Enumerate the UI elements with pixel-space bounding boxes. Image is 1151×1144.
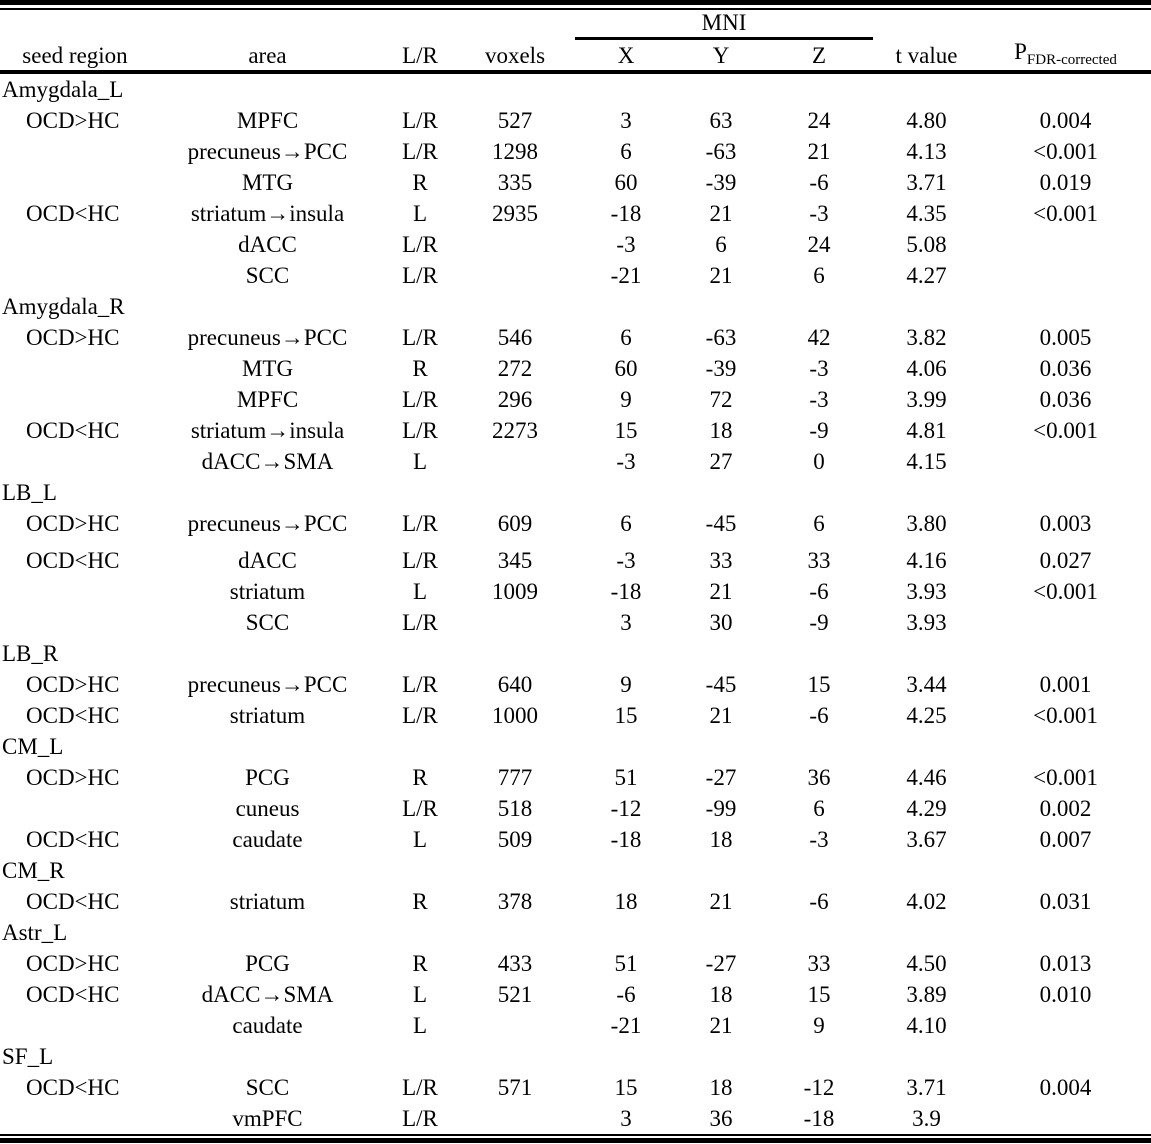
lr-cell: L/R	[402, 610, 438, 635]
area-cell: caudate	[232, 827, 303, 852]
lr-cell: L	[412, 1013, 428, 1038]
table-row	[0, 762, 1151, 793]
t-value-cell: 4.50	[906, 951, 947, 976]
y-cell: 21	[709, 1013, 733, 1038]
area-cell: striatum	[229, 703, 306, 728]
y-cell: 21	[709, 201, 733, 226]
table-row	[0, 700, 1151, 731]
seed-region-row	[0, 1041, 1151, 1072]
y-cell: 18	[709, 418, 733, 443]
voxels-cell: 1000	[492, 703, 538, 728]
voxels-cell: 296	[497, 387, 533, 412]
y-cell: 6	[715, 232, 727, 257]
y-cell: 18	[709, 827, 733, 852]
p-value-cell: 0.031	[1039, 889, 1092, 914]
voxels-cell: 2273	[492, 418, 538, 443]
voxels-cell: 640	[497, 672, 533, 697]
contrast-cell	[0, 607, 150, 638]
contrast-cell	[0, 136, 150, 167]
contrast-cell: OCD>HC	[26, 951, 120, 976]
p-value-cell	[980, 260, 1151, 291]
p-value-cell	[980, 1010, 1151, 1041]
voxels-cell: 2935	[492, 201, 538, 226]
contrast-cell	[0, 1010, 150, 1041]
p-value-cell: <0.001	[1033, 703, 1098, 728]
p-value-cell: 0.001	[1039, 672, 1092, 697]
z-cell: 24	[807, 108, 831, 133]
p-value-cell: <0.001	[1033, 139, 1098, 164]
z-cell: 42	[807, 325, 831, 350]
area-cell: precuneus→PCC	[187, 139, 348, 164]
contrast-cell: OCD<HC	[26, 982, 120, 1007]
x-cell: 15	[614, 703, 638, 728]
contrast-cell: OCD<HC	[26, 1075, 120, 1100]
seed-region-row	[0, 477, 1151, 508]
area-cell: caudate	[232, 1013, 303, 1038]
table-row	[0, 353, 1151, 384]
area-cell: precuneus→PCC	[187, 325, 348, 350]
seed-region-row	[0, 855, 1151, 886]
y-cell: 72	[709, 387, 733, 412]
x-cell: 9	[620, 672, 632, 697]
t-value-cell: 4.46	[906, 765, 947, 790]
mni-row-right-spacer	[873, 10, 1151, 39]
x-cell: -21	[610, 1013, 642, 1038]
t-value-cell: 4.02	[906, 889, 947, 914]
voxels-cell	[455, 607, 575, 638]
z-cell: -6	[809, 703, 829, 728]
table-row	[0, 1103, 1151, 1134]
t-value-cell: 4.81	[906, 418, 947, 443]
table-row	[0, 322, 1151, 353]
z-cell: -6	[809, 889, 829, 914]
p-value-cell: 0.004	[1039, 108, 1092, 133]
z-cell: 6	[813, 796, 825, 821]
column-header-lr: L/R	[385, 39, 455, 73]
column-header-t-value: t value	[873, 39, 980, 73]
voxels-cell: 378	[497, 889, 533, 914]
table-row	[0, 260, 1151, 291]
voxels-cell: 521	[497, 982, 533, 1007]
contrast-cell: OCD<HC	[26, 418, 120, 443]
column-header-z: Z	[765, 39, 873, 73]
contrast-cell	[0, 353, 150, 384]
area-cell: SCC	[245, 1075, 290, 1100]
z-cell: 0	[813, 449, 825, 474]
seed-region-label: CM_L	[2, 734, 64, 759]
x-cell: 3	[620, 1106, 632, 1131]
area-cell: MTG	[241, 356, 294, 381]
table-row	[0, 824, 1151, 855]
z-cell: -3	[809, 827, 829, 852]
p-label-base: P	[1014, 39, 1027, 64]
z-cell: 36	[807, 765, 831, 790]
t-value-cell: 4.25	[906, 703, 947, 728]
contrast-cell: OCD>HC	[26, 325, 120, 350]
seed-region-row	[0, 917, 1151, 948]
contrast-cell	[0, 229, 150, 260]
p-value-cell: 0.036	[1039, 387, 1092, 412]
y-cell: 63	[709, 108, 733, 133]
table-row	[0, 1010, 1151, 1041]
t-value-cell: 3.93	[906, 579, 947, 604]
p-value-cell: 0.027	[1039, 548, 1092, 573]
column-header-area: area	[150, 39, 385, 73]
z-cell: -6	[809, 579, 829, 604]
y-cell: 36	[709, 1106, 733, 1131]
area-cell: SCC	[245, 263, 290, 288]
p-value-cell: 0.002	[1039, 796, 1092, 821]
seed-region-label: SF_L	[2, 1044, 54, 1069]
x-cell: -6	[616, 982, 636, 1007]
y-cell: -27	[705, 951, 737, 976]
y-cell: 18	[709, 1075, 733, 1100]
area-cell: MPFC	[236, 108, 299, 133]
area-cell: PCG	[245, 951, 290, 976]
t-value-cell: 3.71	[906, 170, 947, 195]
lr-cell: L/R	[402, 796, 438, 821]
p-value-cell: 0.019	[1039, 170, 1092, 195]
p-value-cell: 0.036	[1039, 356, 1092, 381]
t-value-cell: 4.13	[906, 139, 947, 164]
x-cell: -3	[616, 232, 636, 257]
x-cell: -18	[610, 827, 642, 852]
z-cell: -3	[809, 387, 829, 412]
x-cell: -3	[616, 449, 636, 474]
table-row	[0, 979, 1151, 1010]
p-value-cell: 0.010	[1039, 982, 1092, 1007]
column-header-p-fdr	[980, 39, 1151, 73]
seed-region-row	[0, 638, 1151, 669]
bottom-rule-thick	[0, 1138, 1151, 1143]
column-header-y: Y	[677, 39, 765, 73]
lr-cell: R	[412, 170, 428, 195]
table-body	[0, 72, 1151, 1134]
x-cell: 6	[620, 139, 632, 164]
seed-region-label: CM_R	[2, 858, 65, 883]
t-value-cell: 4.06	[906, 356, 947, 381]
z-cell: 15	[807, 672, 831, 697]
x-cell: -18	[610, 201, 642, 226]
voxels-cell: 1009	[492, 579, 538, 604]
z-cell: 33	[807, 951, 831, 976]
t-value-cell: 4.35	[906, 201, 947, 226]
voxels-cell	[455, 260, 575, 291]
voxels-cell: 509	[497, 827, 533, 852]
p-value-cell	[980, 446, 1151, 477]
area-cell: SCC	[245, 610, 290, 635]
t-value-cell: 3.93	[906, 610, 947, 635]
contrast-cell	[0, 446, 150, 477]
p-value-cell: <0.001	[1033, 579, 1098, 604]
x-cell: -18	[610, 579, 642, 604]
column-header-voxels: voxels	[455, 39, 575, 73]
lr-cell: L/R	[402, 139, 438, 164]
t-value-cell: 4.10	[906, 1013, 947, 1038]
lr-cell: L/R	[402, 387, 438, 412]
table-row	[0, 508, 1151, 539]
area-cell: dACC	[238, 232, 297, 257]
table-row	[0, 886, 1151, 917]
lr-cell: L/R	[402, 1075, 438, 1100]
t-value-cell: 4.16	[906, 548, 947, 573]
contrast-cell: OCD<HC	[26, 889, 120, 914]
y-cell: 18	[709, 982, 733, 1007]
z-cell: 6	[813, 511, 825, 536]
lr-cell: L	[412, 579, 428, 604]
area-cell: MTG	[241, 170, 294, 195]
z-cell: 33	[807, 548, 831, 573]
z-cell: 24	[807, 232, 831, 257]
lr-cell: R	[412, 889, 428, 914]
area-cell: vmPFC	[232, 1106, 303, 1131]
contrast-cell	[0, 576, 150, 607]
x-cell: -3	[616, 548, 636, 573]
p-value-cell: 0.005	[1039, 325, 1092, 350]
z-cell: -18	[803, 1106, 835, 1131]
column-header-row	[0, 39, 1151, 73]
area-cell: dACC→SMA	[201, 982, 334, 1007]
voxels-cell	[455, 1103, 575, 1134]
table-row	[0, 948, 1151, 979]
y-cell: 33	[709, 548, 733, 573]
lr-cell: R	[412, 951, 428, 976]
p-value-cell: 0.007	[1039, 827, 1092, 852]
p-value-cell: <0.001	[1033, 765, 1098, 790]
x-cell: 6	[620, 325, 632, 350]
area-cell: dACC→SMA	[201, 449, 334, 474]
t-value-cell: 3.71	[906, 1075, 947, 1100]
lr-cell: L/R	[402, 325, 438, 350]
contrast-cell: OCD>HC	[26, 672, 120, 697]
x-cell: 51	[614, 765, 638, 790]
z-cell: -9	[809, 610, 829, 635]
contrast-cell	[0, 260, 150, 291]
voxels-cell: 335	[497, 170, 533, 195]
table-row	[0, 105, 1151, 136]
lr-cell: L	[412, 201, 428, 226]
z-cell: 6	[813, 263, 825, 288]
seed-region-row	[0, 731, 1151, 762]
lr-cell: L	[412, 449, 428, 474]
x-cell: 51	[614, 951, 638, 976]
mni-header-row	[0, 10, 1151, 39]
y-cell: -63	[705, 139, 737, 164]
z-cell: 21	[807, 139, 831, 164]
area-cell: cuneus	[235, 796, 300, 821]
p-value-cell: 0.004	[1039, 1075, 1092, 1100]
t-value-cell: 4.29	[906, 796, 947, 821]
p-value-cell: 0.003	[1039, 511, 1092, 536]
contrast-cell: OCD>HC	[26, 511, 120, 536]
t-value-cell: 3.99	[906, 387, 947, 412]
voxels-cell: 609	[497, 511, 533, 536]
voxels-cell: 345	[497, 548, 533, 573]
lr-cell: L/R	[402, 548, 438, 573]
contrast-cell	[0, 384, 150, 415]
y-cell: 21	[709, 579, 733, 604]
t-value-cell: 3.89	[906, 982, 947, 1007]
table-row	[0, 229, 1151, 260]
y-cell: 21	[709, 263, 733, 288]
x-cell: 15	[614, 1075, 638, 1100]
area-cell: MPFC	[236, 387, 299, 412]
z-cell: -12	[803, 1075, 835, 1100]
lr-cell: L	[412, 982, 428, 1007]
voxels-cell: 571	[497, 1075, 533, 1100]
contrast-cell	[0, 793, 150, 824]
y-cell: -45	[705, 511, 737, 536]
x-cell: 3	[620, 610, 632, 635]
table-row	[0, 415, 1151, 446]
lr-cell: L/R	[402, 108, 438, 133]
area-cell: precuneus→PCC	[187, 511, 348, 536]
table-row	[0, 669, 1151, 700]
seed-region-row	[0, 291, 1151, 322]
table-row	[0, 793, 1151, 824]
voxels-cell: 527	[497, 108, 533, 133]
table-row	[0, 446, 1151, 477]
z-cell: -6	[809, 170, 829, 195]
x-cell: 6	[620, 511, 632, 536]
y-cell: -39	[705, 170, 737, 195]
lr-cell: L	[412, 827, 428, 852]
table-row	[0, 167, 1151, 198]
contrast-cell: OCD<HC	[26, 201, 120, 226]
lr-cell: L/R	[402, 418, 438, 443]
voxels-cell: 433	[497, 951, 533, 976]
t-value-cell: 4.27	[906, 263, 947, 288]
voxels-cell: 272	[497, 356, 533, 381]
y-cell: 27	[709, 449, 733, 474]
t-value-cell: 3.44	[906, 672, 947, 697]
y-cell: -63	[705, 325, 737, 350]
x-cell: -12	[610, 796, 642, 821]
area-cell: striatum→insula	[190, 201, 345, 226]
voxels-cell	[455, 446, 575, 477]
lr-cell: L/R	[402, 1106, 438, 1131]
t-value-cell: 3.67	[906, 827, 947, 852]
voxels-cell: 518	[497, 796, 533, 821]
t-value-cell: 3.9	[912, 1106, 941, 1131]
area-cell: precuneus→PCC	[187, 672, 348, 697]
z-cell: 15	[807, 982, 831, 1007]
lr-cell: L/R	[402, 263, 438, 288]
contrast-cell	[0, 1103, 150, 1134]
column-header-x: X	[575, 39, 677, 73]
seed-region-label: Amygdala_R	[2, 294, 125, 319]
column-header-seed-region: seed region	[0, 39, 150, 73]
z-cell: 9	[813, 1013, 825, 1038]
mni-row-left-spacer	[0, 10, 575, 39]
x-cell: 18	[614, 889, 638, 914]
x-cell: 3	[620, 108, 632, 133]
p-value-cell	[980, 1103, 1151, 1134]
table-row	[0, 607, 1151, 638]
z-cell: -3	[809, 201, 829, 226]
lr-cell: L/R	[402, 232, 438, 257]
voxels-cell: 546	[497, 325, 533, 350]
area-cell: striatum	[229, 889, 306, 914]
contrast-cell: OCD>HC	[26, 108, 120, 133]
contrast-cell: OCD<HC	[26, 703, 120, 728]
t-value-cell: 4.80	[906, 108, 947, 133]
voxels-cell: 1298	[492, 139, 538, 164]
table-row	[0, 198, 1151, 229]
y-cell: 21	[709, 703, 733, 728]
p-label-subscript: FDR-corrected	[1026, 52, 1117, 68]
x-cell: 9	[620, 387, 632, 412]
table-row	[0, 1072, 1151, 1103]
p-value-cell: <0.001	[1033, 418, 1098, 443]
t-value-cell: 3.80	[906, 511, 947, 536]
y-cell: 30	[709, 610, 733, 635]
y-cell: 21	[709, 889, 733, 914]
voxels-cell: 777	[497, 765, 533, 790]
contrast-cell	[0, 167, 150, 198]
lr-cell: R	[412, 765, 428, 790]
contrast-cell: OCD<HC	[26, 827, 120, 852]
t-value-cell: 3.82	[906, 325, 947, 350]
table-row	[0, 136, 1151, 167]
lr-cell: R	[412, 356, 428, 381]
area-cell: PCG	[245, 765, 290, 790]
p-value-cell	[980, 229, 1151, 260]
z-cell: -9	[809, 418, 829, 443]
x-cell: 60	[614, 356, 638, 381]
seed-region-row	[0, 72, 1151, 105]
table-row	[0, 576, 1151, 607]
z-cell: -3	[809, 356, 829, 381]
p-value-cell	[980, 607, 1151, 638]
p-value-cell: 0.013	[1039, 951, 1092, 976]
lr-cell: L/R	[402, 703, 438, 728]
y-cell: -39	[705, 356, 737, 381]
seed-region-label: LB_L	[2, 480, 57, 505]
voxels-cell	[455, 1010, 575, 1041]
area-cell: striatum	[229, 579, 306, 604]
x-cell: 15	[614, 418, 638, 443]
x-cell: -21	[610, 263, 642, 288]
x-cell: 60	[614, 170, 638, 195]
contrast-cell: OCD<HC	[26, 548, 120, 573]
lr-cell: L/R	[402, 511, 438, 536]
connectivity-results-table	[0, 10, 1151, 1134]
table-row	[0, 539, 1151, 576]
t-value-cell: 5.08	[906, 232, 947, 257]
seed-region-label: LB_R	[2, 641, 59, 666]
y-cell: -99	[705, 796, 737, 821]
area-cell: dACC	[238, 548, 297, 573]
seed-region-label: Astr_L	[2, 920, 68, 945]
p-value-cell: <0.001	[1033, 201, 1098, 226]
seed-region-label: Amygdala_L	[2, 77, 124, 102]
voxels-cell	[455, 229, 575, 260]
table-row	[0, 384, 1151, 415]
contrast-cell: OCD>HC	[26, 765, 120, 790]
y-cell: -27	[705, 765, 737, 790]
t-value-cell: 4.15	[906, 449, 947, 474]
mni-span-header: MNI	[575, 10, 873, 39]
y-cell: -45	[705, 672, 737, 697]
lr-cell: L/R	[402, 672, 438, 697]
area-cell: striatum→insula	[190, 418, 345, 443]
